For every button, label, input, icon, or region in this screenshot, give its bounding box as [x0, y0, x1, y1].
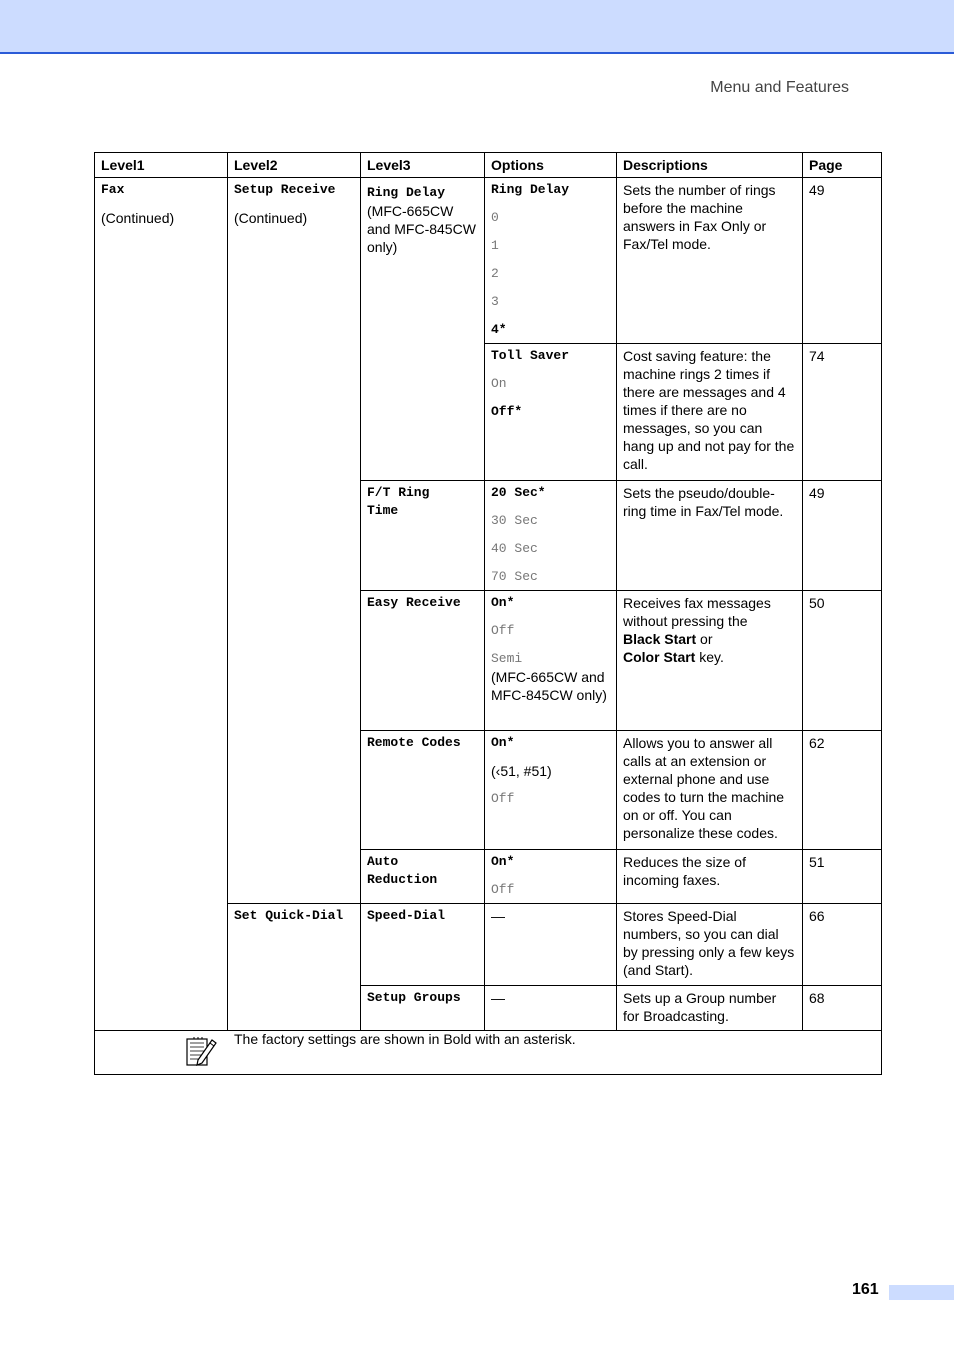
description-speed-dial: Stores Speed-Dial numbers, so you can dial by pressing only a few keys (and Start). — [617, 904, 803, 986]
description-remote-codes: Allows you to answer all calls at an extension or external phone and use codes to turn the machine on or off. You can personalize these codes. — [617, 731, 803, 850]
level3-reduction: Reduction — [367, 872, 438, 887]
description-text: Receives fax messages without pressing the — [623, 595, 771, 629]
level3-easy-receive: Easy Receive — [367, 595, 461, 610]
option-default: On* — [491, 854, 515, 869]
option-value: 3 — [491, 294, 499, 309]
page-ft-ring: 49 — [803, 481, 882, 591]
page-auto-reduction: 51 — [803, 850, 882, 904]
option-default: Off* — [491, 404, 523, 419]
color-start-key-label: Color Start — [623, 649, 696, 665]
option-code: (‹51, #51) — [491, 763, 552, 779]
description-text: or — [700, 631, 713, 647]
col-header-level2: Level2 — [228, 153, 361, 178]
options-toll-saver-cell — [485, 344, 617, 481]
level3-ring-delay-note: (MFC-665CW and MFC-845CW only) — [367, 203, 476, 255]
level3-setup-groups-cell — [361, 986, 485, 1031]
option-default: On* — [491, 735, 515, 750]
menu-table — [94, 152, 882, 1075]
option-value: 2 — [491, 266, 499, 281]
black-start-key-label: Black Start — [623, 631, 697, 647]
level3-ring-delay-cell — [361, 178, 485, 481]
page-speed-dial: 66 — [803, 904, 882, 986]
page-number: 161 — [852, 1281, 879, 1298]
options-easy-receive-cell — [485, 591, 617, 731]
level3-remote-codes: Remote Codes — [367, 735, 461, 750]
level3-remote-codes-cell — [361, 731, 485, 850]
level3-auto: Auto — [367, 854, 399, 869]
level3-easy-receive-cell — [361, 591, 485, 731]
option-value: 30 Sec — [491, 513, 538, 528]
level3-ft-ring-time: Time — [367, 503, 399, 518]
page-remote-codes: 62 — [803, 731, 882, 850]
col-header-page: Page — [803, 153, 882, 178]
level1-note: (Continued) — [101, 210, 175, 226]
options-remote-codes-cell — [485, 731, 617, 850]
option-toll-saver-title: Toll Saver — [491, 348, 570, 363]
page-easy-receive: 50 — [803, 591, 882, 731]
option-value: Semi — [491, 651, 523, 666]
level3-speed-dial-cell — [361, 904, 485, 986]
level2-setup-receive: Setup Receive — [234, 182, 336, 197]
header-bar — [0, 0, 954, 54]
level3-auto-reduction-cell — [361, 850, 485, 904]
level1-name: Fax — [101, 182, 125, 197]
description-setup-groups: Sets up a Group number for Broadcasting. — [617, 986, 803, 1031]
option-value: On — [491, 376, 507, 391]
description-text: key. — [699, 649, 724, 665]
description-auto-reduction: Reduces the size of incoming faxes. — [617, 850, 803, 904]
options-speed-dial: — — [485, 904, 617, 986]
level1-cell — [95, 178, 228, 1031]
level3-ft-ring: F/T Ring — [367, 485, 430, 500]
options-setup-groups: — — [485, 986, 617, 1031]
section-title: Menu and Features — [710, 79, 849, 96]
table-row — [95, 178, 882, 344]
description-ft-ring: Sets the pseudo/double-ring time in Fax/Tel mode. — [617, 481, 803, 591]
col-header-descriptions: Descriptions — [617, 153, 803, 178]
level2-setup-note: (Continued) — [234, 210, 308, 226]
description-easy-receive — [617, 591, 803, 731]
level2-set-quick-dial: Set Quick-Dial — [234, 908, 344, 923]
level3-ft-ring-cell — [361, 481, 485, 591]
table-header-row — [95, 153, 882, 178]
page-ring-delay: 49 — [803, 178, 882, 344]
level3-ring-delay: Ring Delay — [367, 185, 446, 200]
level2-set-quick-dial-cell — [228, 904, 361, 1031]
description-ring-delay: Sets the number of rings before the machine answers in Fax Only or Fax/Tel mode. — [617, 178, 803, 344]
option-value: 0 — [491, 210, 499, 225]
note-pencil-icon — [184, 1034, 218, 1068]
page-toll-saver: 74 — [803, 344, 882, 481]
page-setup-groups: 68 — [803, 986, 882, 1031]
description-toll-saver: Cost saving feature: the machine rings 2 times if there are messages and 4 times if there are no messages, so you can hang up and not pay for the call. — [617, 344, 803, 481]
level3-speed-dial: Speed-Dial — [367, 908, 446, 923]
col-header-options: Options — [485, 153, 617, 178]
note-text: The factory settings are shown in Bold with an asterisk. — [234, 1031, 576, 1047]
page-tab-marker — [889, 1285, 954, 1300]
option-value: Off — [491, 623, 515, 638]
option-value: 1 — [491, 238, 499, 253]
col-header-level1: Level1 — [95, 153, 228, 178]
options-ft-ring-cell — [485, 481, 617, 591]
option-ring-delay-title: Ring Delay — [491, 182, 570, 197]
option-default: 20 Sec* — [491, 485, 546, 500]
col-header-level3: Level3 — [361, 153, 485, 178]
option-value: Off — [491, 882, 515, 897]
option-note: (MFC-665CW and MFC-845CW only) — [491, 669, 607, 703]
level2-setup-receive-cell — [228, 178, 361, 904]
options-auto-reduction-cell — [485, 850, 617, 904]
option-value: Off — [491, 791, 515, 806]
option-value: 70 Sec — [491, 569, 538, 584]
level3-setup-groups: Setup Groups — [367, 990, 461, 1005]
option-default: On* — [491, 595, 515, 610]
option-value: 40 Sec — [491, 541, 538, 556]
option-default: 4* — [491, 322, 507, 337]
options-ring-delay-cell — [485, 178, 617, 344]
